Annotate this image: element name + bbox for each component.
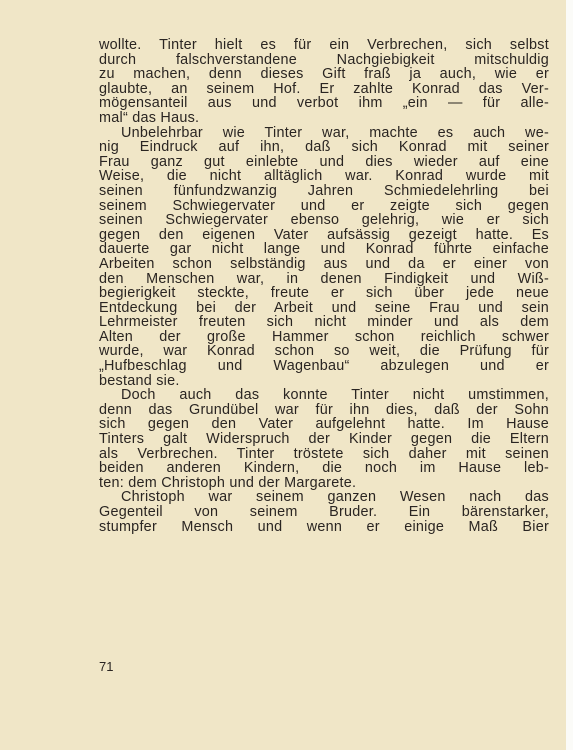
text-line: ten: dem Christoph und der Margarete. bbox=[99, 474, 357, 491]
text-line: seinem Schwiegervater und er zeigte sich gegen bbox=[99, 197, 549, 214]
text-line: Christoph war seinem ganzen Wesen nach das bbox=[121, 489, 549, 506]
page-number: 71 bbox=[99, 659, 114, 674]
text-line: sich gegen den Vater aufgelehnt hatte. Im Hause bbox=[99, 416, 549, 433]
text-line: gegen den eigenen Vater aufsässig gezeigt hatte. Es bbox=[99, 226, 549, 243]
text-line: „Hufbeschlag und Wagenbau“ abzulegen und er bbox=[99, 358, 549, 375]
text-line: mögensanteil aus und verbot ihm „ein — für alle- bbox=[99, 95, 549, 112]
text-line: beiden anderen Kindern, die noch im Hause leb- bbox=[99, 460, 549, 477]
text-line: begierigkeit steckte, freute er sich über jede neue bbox=[99, 285, 549, 302]
text-line: dauerte gar nicht lange und Konrad führte einfache bbox=[99, 241, 549, 258]
text-line: bestand sie. bbox=[99, 372, 180, 389]
text-line: wollte. Tinter hielt es für ein Verbrechen, sich selbst bbox=[99, 37, 549, 53]
text-line: den Menschen war, in denen Findigkeit und Wiß- bbox=[99, 270, 549, 287]
text-line: stumpfer Mensch und wenn er einige Maß Bier bbox=[99, 518, 549, 535]
text-line: Frau ganz gut einlebte und dies wieder auf eine bbox=[99, 153, 549, 170]
text-line: Weise, die nicht alltäglich war. Konrad wurde mit bbox=[99, 168, 549, 185]
text-line: als Verbrechen. Tinter tröstete sich daher mit seinen bbox=[99, 445, 549, 462]
text-line: Arbeiten schon selbständig aus und da er einer von bbox=[99, 255, 549, 272]
text-line: denn das Grundübel war für ihn dies, daß der Sohn bbox=[99, 401, 549, 418]
text-line: Alten der große Hammer schon reichlich schwer bbox=[99, 328, 549, 345]
text-line: mal“ das Haus. bbox=[99, 109, 200, 126]
text-line: zu machen, denn dieses Gift fraß ja auch, wie er bbox=[99, 66, 549, 83]
text-line: wurde, war Konrad schon so weit, die Prüfung für bbox=[99, 343, 549, 360]
text-line: seinen fünfundzwanzig Jahren Schmiedelehrling bei bbox=[99, 182, 549, 199]
text-line: Tinters galt Widerspruch der Kinder gegen die Eltern bbox=[99, 431, 549, 448]
text-line: durch falschverstandene Nachgiebigkeit mitschuldig bbox=[99, 51, 549, 68]
text-line: Gegenteil von seinem Bruder. Ein bärenstarker, bbox=[99, 504, 549, 520]
text-line: glaubte, an seinem Hof. Er zahlte Konrad das Ver- bbox=[99, 80, 549, 97]
body-text bbox=[99, 38, 549, 534]
page-edge bbox=[566, 0, 573, 750]
text-line: seinen Schwiegervater ebenso gelehrig, wie er sich bbox=[99, 212, 549, 229]
text-line: Unbelehrbar wie Tinter war, machte es auch we- bbox=[121, 124, 549, 141]
text-line: Lehrmeister freuten sich nicht minder und als dem bbox=[99, 314, 549, 331]
text-line: Entdeckung bei der Arbeit und seine Frau und sein bbox=[99, 299, 549, 316]
text-line: Doch auch das konnte Tinter nicht umstimmen, bbox=[121, 387, 549, 404]
text-line: nig Eindruck auf ihn, daß sich Konrad mit seiner bbox=[99, 139, 549, 156]
